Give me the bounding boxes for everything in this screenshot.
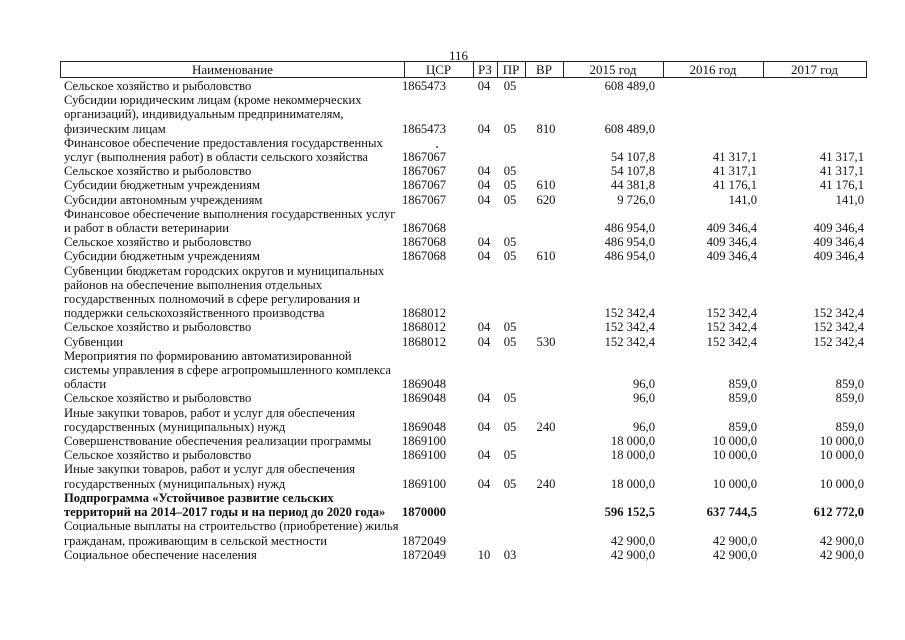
row-2015: 42 900,0 [610, 533, 655, 548]
row-csr: 1865473 [402, 121, 447, 136]
row-vr: 240 [536, 476, 556, 491]
table-row [60, 448, 867, 462]
row-name: Финансовое обеспечение выполнения государственных услуг и работ в области ветеринарии [64, 206, 396, 236]
header-pr: ПР [502, 62, 520, 77]
header-vr: ВР [536, 62, 552, 77]
row-name: Субсидии бюджетным учреждениям [64, 249, 260, 264]
row-pr: 05 [503, 235, 517, 250]
row-name: Иные закупки товаров, работ и услуг для обеспечения государственных (муниципальных) нужд [64, 405, 356, 434]
row-pr: 05 [503, 320, 517, 335]
row-name: Субсидии бюджетным учреждениям [64, 178, 260, 193]
row-vr: 530 [536, 334, 556, 349]
row-2015: 9 726,0 [617, 192, 655, 207]
row-pr: 05 [503, 448, 517, 463]
table-row [60, 349, 867, 392]
row-2016: 141,0 [728, 192, 757, 207]
row-pr: 03 [503, 547, 517, 562]
row-csr: 1867068 [402, 221, 447, 236]
row-pr: 05 [503, 192, 517, 207]
row-vr: 810 [536, 121, 556, 136]
row-2017: 612 772,0 [813, 505, 864, 520]
row-2017: 41 317,1 [819, 150, 864, 165]
table-row [60, 207, 867, 235]
header-2015: 2015 год [589, 62, 637, 77]
row-name: Субвенции бюджетам городских округов и муниципальных районов на обеспечение выполнения отдельных государственных полномочий в сфере регулирования и поддержки сельскохозяйственного производства [64, 263, 385, 321]
row-vr: 620 [536, 192, 556, 207]
row-2015: 486 954,0 [604, 221, 655, 236]
row-2015: 152 342,4 [604, 334, 655, 349]
row-2016: 42 900,0 [712, 533, 757, 548]
scan-dot [436, 146, 438, 148]
row-2016: 152 342,4 [706, 306, 757, 321]
row-rz: 04 [477, 448, 491, 463]
row-pr: 05 [503, 334, 517, 349]
row-2017: 152 342,4 [813, 306, 864, 321]
table-row [60, 249, 867, 263]
row-name: Социальное обеспечение населения [64, 547, 257, 562]
row-csr: 1869048 [402, 377, 447, 392]
header-csr: ЦСР [425, 62, 452, 77]
row-rz: 04 [477, 334, 491, 349]
row-2017: 152 342,4 [813, 320, 864, 335]
table-row [60, 320, 867, 334]
row-rz: 10 [477, 547, 491, 562]
row-name: Социальные выплаты на строительство (приобретение) жилья гражданам, проживающим в сельской местности [64, 519, 399, 548]
row-2016: 859,0 [728, 377, 757, 392]
row-2017: 409 346,4 [813, 249, 864, 264]
page-number: 116 [449, 48, 469, 63]
row-rz: 04 [477, 235, 491, 250]
row-csr: 1868012 [402, 320, 447, 335]
row-2017: 152 342,4 [813, 334, 864, 349]
row-2016: 41 176,1 [712, 178, 757, 193]
row-rz: 04 [477, 178, 491, 193]
row-rz: 04 [477, 391, 491, 406]
row-name: Финансовое обеспечение предоставления государственных услуг (выполнения работ) в области сельского хозяйства [64, 135, 383, 165]
row-2015: 44 381,8 [610, 178, 655, 193]
row-csr: 1867067 [402, 164, 447, 179]
row-pr: 05 [503, 476, 517, 491]
row-csr: 1869048 [402, 391, 447, 406]
row-csr: 1867068 [402, 249, 447, 264]
row-2017: 41 176,1 [819, 178, 864, 193]
row-rz: 04 [477, 476, 491, 491]
row-2016: 41 317,1 [712, 164, 757, 179]
row-2016: 10 000,0 [712, 434, 757, 449]
row-2016: 152 342,4 [706, 334, 757, 349]
table-row [60, 548, 867, 562]
row-2016: 859,0 [728, 419, 757, 434]
row-2017: 10 000,0 [819, 448, 864, 463]
row-pr: 05 [503, 419, 517, 434]
row-name: Сельское хозяйство и рыболовство [64, 164, 252, 179]
row-csr: 1872049 [402, 547, 447, 562]
row-pr: 05 [503, 249, 517, 264]
table-row [60, 434, 867, 448]
row-name: Сельское хозяйство и рыболовство [64, 320, 252, 335]
row-name: Подпрограмма «Устойчивое развитие сельских территорий на 2014–2017 годы и на период до 2020 года» [64, 490, 386, 520]
row-2017: 10 000,0 [819, 434, 864, 449]
row-rz: 04 [477, 419, 491, 434]
row-2016: 637 744,5 [706, 505, 757, 520]
header-2016: 2016 год [689, 62, 737, 77]
row-2016: 409 346,4 [706, 235, 757, 250]
table-row [60, 406, 867, 434]
row-vr: 240 [536, 419, 556, 434]
row-vr: 610 [536, 249, 556, 264]
table-row [60, 193, 867, 207]
row-name: Сельское хозяйство и рыболовство [64, 448, 252, 463]
header-2017: 2017 год [791, 62, 838, 77]
row-2015: 486 954,0 [604, 235, 655, 250]
row-csr: 1869100 [402, 476, 447, 491]
row-2016: 409 346,4 [706, 249, 757, 264]
row-rz: 04 [477, 164, 491, 179]
row-rz: 04 [477, 320, 491, 335]
row-2017: 10 000,0 [819, 476, 864, 491]
row-2017: 859,0 [835, 391, 864, 406]
row-2015: 486 954,0 [604, 249, 655, 264]
row-2015: 54 107,8 [610, 164, 655, 179]
row-name: Субсидии автономным учреждениям [64, 192, 263, 207]
row-name: Иные закупки товаров, работ и услуг для обеспечения государственных (муниципальных) нужд [64, 462, 356, 491]
header-name: Наименование [192, 62, 273, 77]
row-rz: 04 [477, 121, 491, 136]
row-name: Мероприятия по формированию автоматизированной системы управления в сфере агропромышленного комплекса области [64, 348, 391, 392]
table-row [60, 178, 867, 192]
row-csr: 1869048 [402, 419, 447, 434]
row-csr: 1868012 [402, 334, 447, 349]
row-pr: 05 [503, 121, 517, 136]
row-2015: 96,0 [632, 419, 655, 434]
row-2017: 859,0 [835, 377, 864, 392]
row-csr: 1872049 [402, 533, 447, 548]
row-name: Субсидии юридическим лицам (кроме некоммерческих организаций), индивидуальным предпринимателям, физическим лицам [64, 93, 362, 136]
row-vr: 610 [536, 178, 556, 193]
row-2016: 41 317,1 [712, 150, 757, 165]
row-name: Субвенции [64, 334, 124, 349]
row-2017: 859,0 [835, 419, 864, 434]
row-2017: 409 346,4 [813, 221, 864, 236]
row-2015: 96,0 [632, 377, 655, 392]
row-2015: 96,0 [632, 391, 655, 406]
table-row [60, 391, 867, 405]
row-csr: 1867067 [402, 178, 447, 193]
table-row [60, 93, 867, 136]
row-2016: 152 342,4 [706, 320, 757, 335]
row-csr: 1867067 [402, 150, 447, 165]
row-2015: 18 000,0 [610, 448, 655, 463]
table-row [60, 519, 867, 547]
row-2016: 42 900,0 [712, 547, 757, 562]
row-name: Сельское хозяйство и рыболовство [64, 235, 252, 250]
row-name: Сельское хозяйство и рыболовство [64, 79, 252, 93]
row-pr: 05 [503, 79, 517, 93]
row-2017: 42 900,0 [819, 533, 864, 548]
row-2016: 10 000,0 [712, 448, 757, 463]
row-2016: 10 000,0 [712, 476, 757, 491]
table-row [60, 79, 867, 93]
row-2017: 42 900,0 [819, 547, 864, 562]
table-row [60, 462, 867, 490]
table-row [60, 491, 867, 519]
row-csr: 1869100 [402, 434, 447, 449]
row-csr: 1868012 [402, 306, 447, 321]
row-2017: 41 317,1 [819, 164, 864, 179]
row-2015: 152 342,4 [604, 320, 655, 335]
table-row [60, 264, 867, 321]
row-name: Сельское хозяйство и рыболовство [64, 391, 252, 406]
row-pr: 05 [503, 164, 517, 179]
row-2017: 409 346,4 [813, 235, 864, 250]
row-rz: 04 [477, 79, 491, 93]
row-2016: 859,0 [728, 391, 757, 406]
row-2015: 18 000,0 [610, 476, 655, 491]
table-row [60, 164, 867, 178]
table-row [60, 235, 867, 249]
row-2015: 596 152,5 [604, 505, 655, 520]
row-2016: 409 346,4 [706, 221, 757, 236]
row-csr: 1870000 [402, 505, 447, 520]
row-2015: 152 342,4 [604, 306, 655, 321]
row-2015: 608 489,0 [604, 79, 655, 93]
row-csr: 1867067 [402, 192, 447, 207]
table-header [60, 61, 867, 78]
row-2015: 42 900,0 [610, 547, 655, 562]
row-rz: 04 [477, 249, 491, 264]
row-pr: 05 [503, 391, 517, 406]
row-pr: 05 [503, 178, 517, 193]
row-csr: 1869100 [402, 448, 447, 463]
row-csr: 1865473 [402, 79, 447, 93]
table-body [60, 79, 867, 562]
table-row [60, 335, 867, 349]
row-csr: 1867068 [402, 235, 447, 250]
row-name: Совершенствование обеспечения реализации программы [64, 434, 372, 449]
row-2017: 141,0 [835, 192, 864, 207]
row-rz: 04 [477, 192, 491, 207]
row-2015: 608 489,0 [604, 121, 655, 136]
row-2015: 18 000,0 [610, 434, 655, 449]
header-rz: РЗ [478, 62, 492, 77]
row-2015: 54 107,8 [610, 150, 655, 165]
table-row [60, 136, 867, 164]
